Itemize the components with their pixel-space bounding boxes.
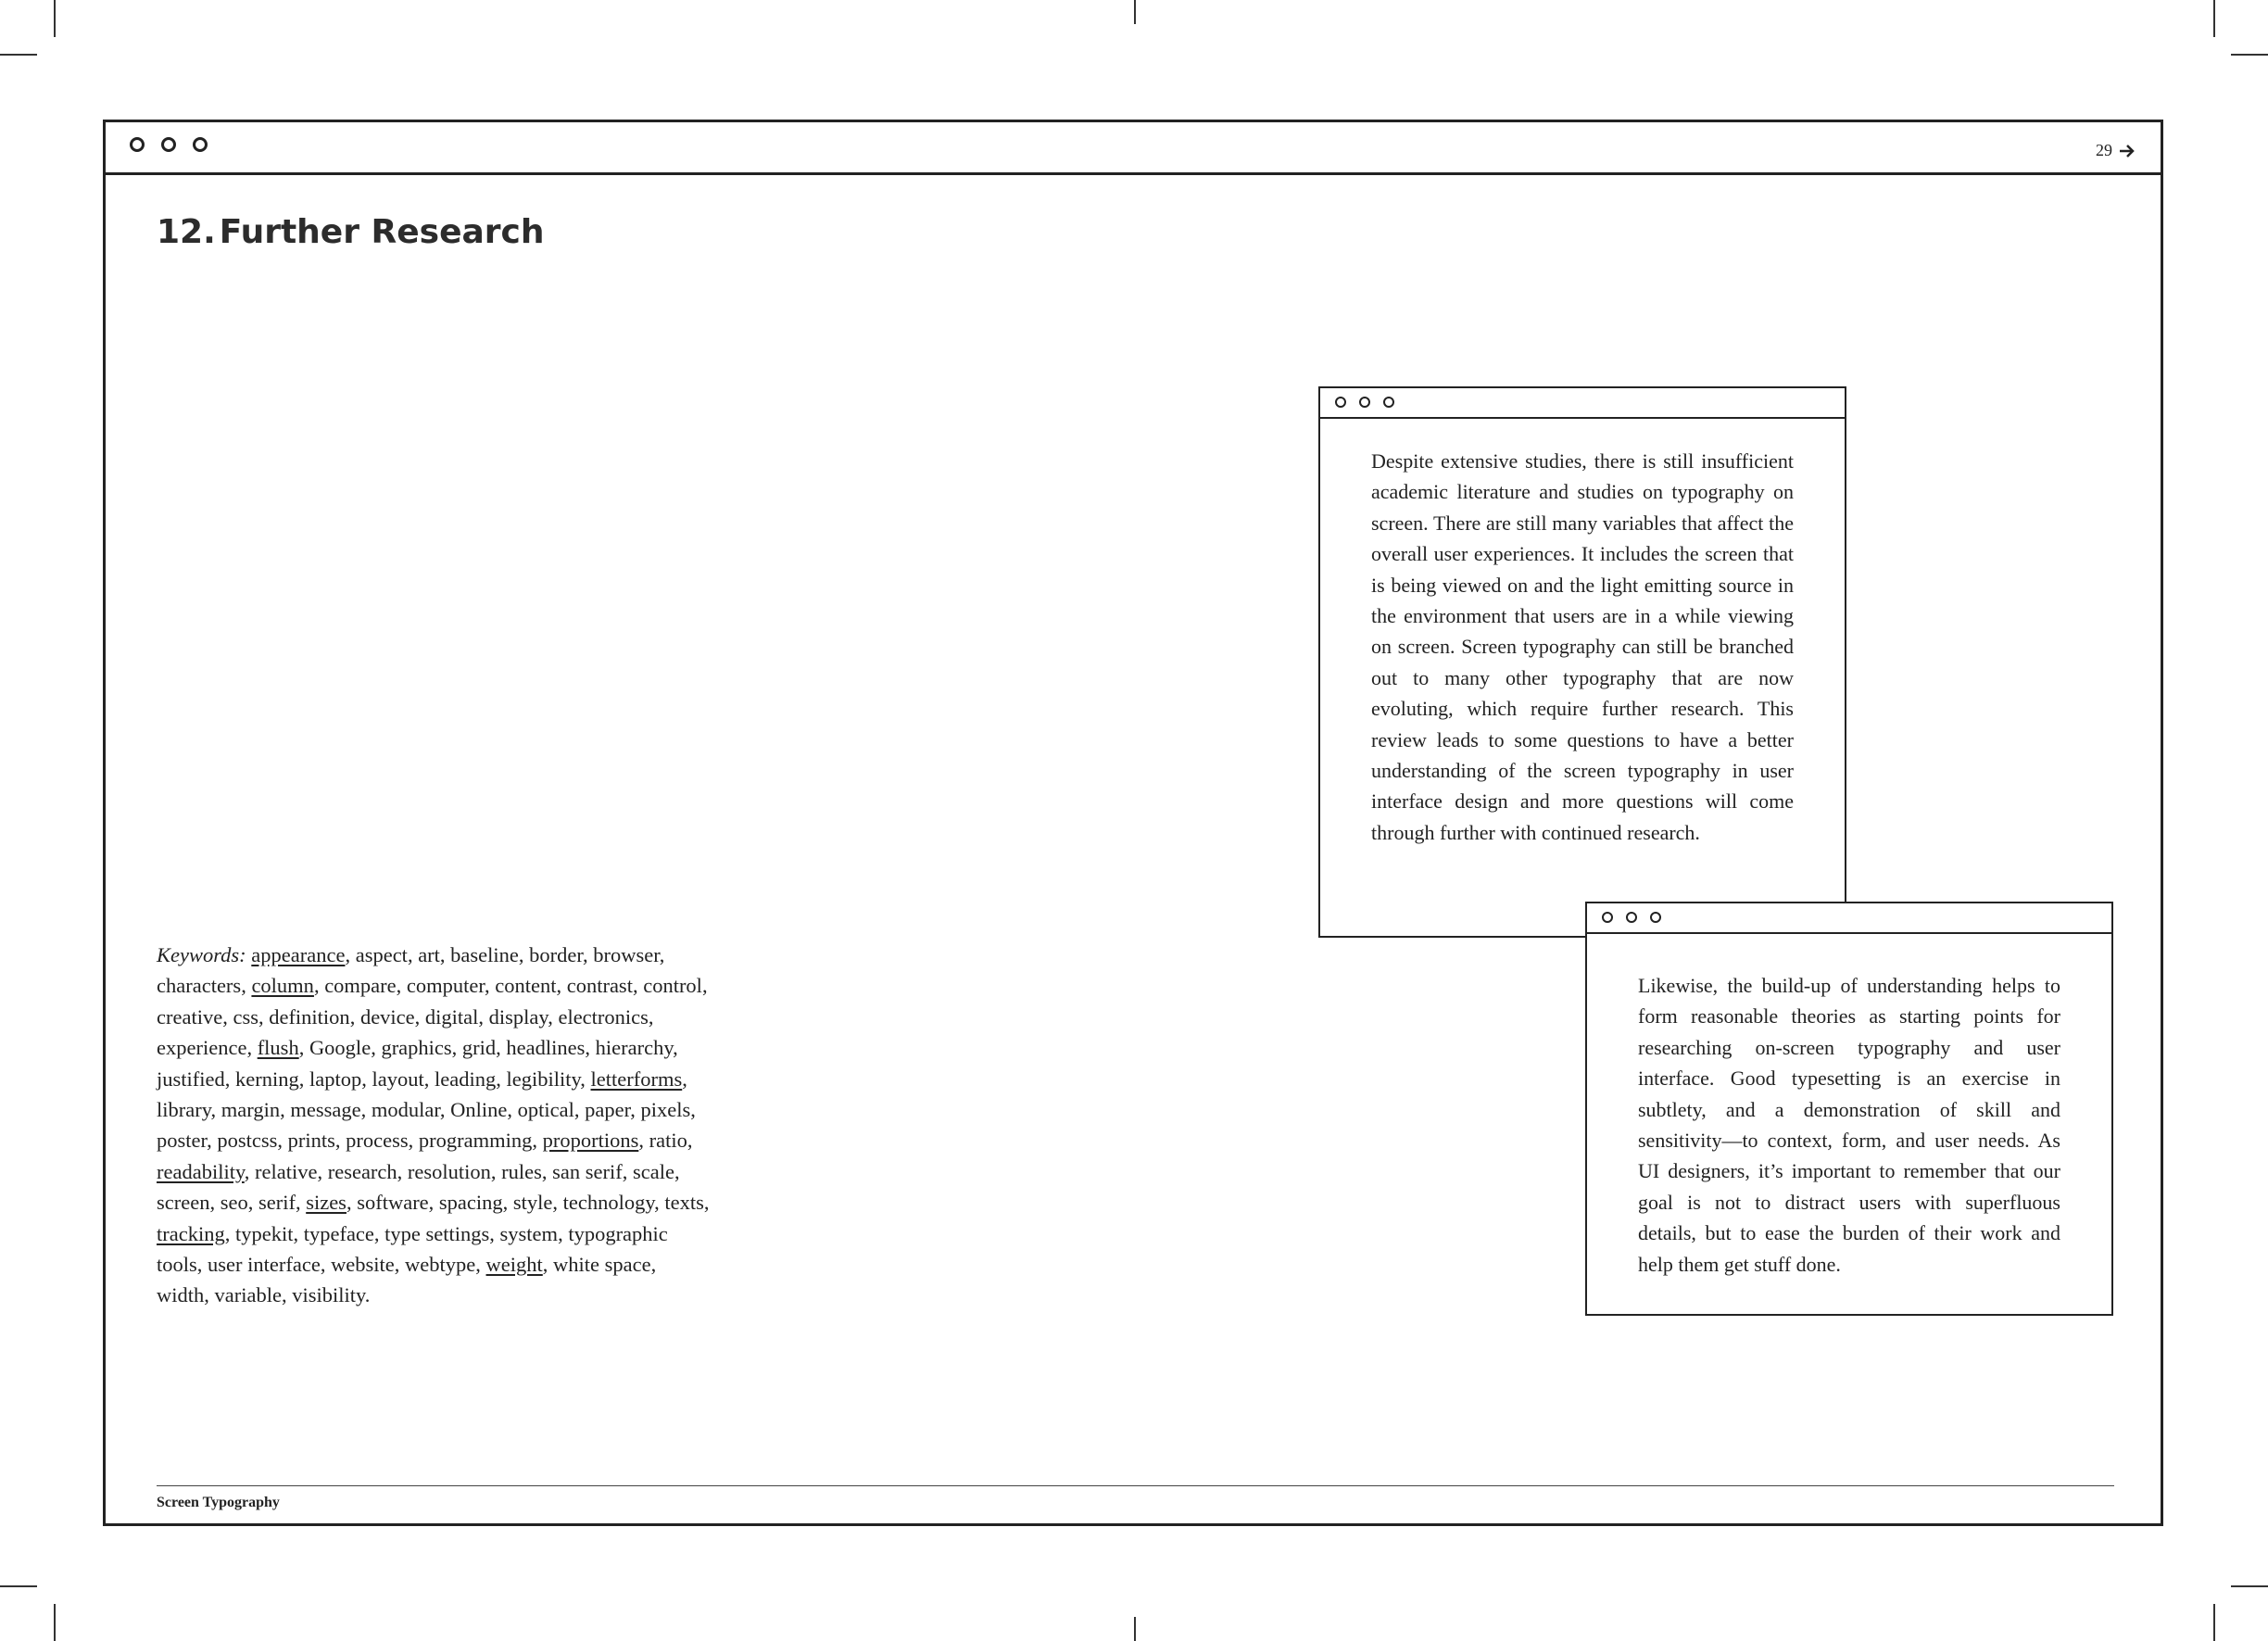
keyword: art [418,943,440,966]
keyword: experience [157,1036,247,1060]
keyword: style [512,1191,553,1215]
page-number [2096,141,2136,160]
window-dot-icon [1359,397,1370,408]
keyword: leading [434,1067,497,1091]
keywords-paragraph [157,940,712,1311]
window-controls [130,137,208,152]
crop-mark [0,54,37,56]
keyword: texts [664,1191,704,1215]
window-controls [1335,397,1394,408]
keyword: typographic tools [157,1221,668,1277]
keyword: library [157,1098,211,1122]
window-titlebar [106,122,2161,175]
keyword: sizes [306,1191,346,1215]
keyword: content [495,974,557,998]
keyword: scale [633,1159,674,1183]
crop-mark [54,1604,56,1641]
window-dot-icon [130,137,145,152]
crop-mark [1134,0,1136,24]
text-window-2 [1585,902,2113,1316]
crop-mark [2213,0,2215,37]
keyword: type settings [384,1221,490,1245]
keyword: digital [424,1004,479,1029]
keyword: definition [269,1004,350,1029]
keywords-list: appearance, aspect, art, baseline, border, browser, characters, column, compare, computer, content, contrast, control, creative, css, definition, device, digital, display, electronics, experience, flush, Google, graphics, grid, headlines, hierarchy, justified, kerning, laptop, layout, leading, legibility, letterforms, library, margin, message, modular, Online, optical, paper, pixels, poster, postcss, prints, process, programming, proportions, ratio, readability, relative, research, resolution, rules, san serif, scale, screen, seo, serif, sizes, software, spacing, style, technology, texts, tracking, typekit, typeface, type settings, system, typographic tools, user interface, website, webtype, weight, white space, width, variable, visibility. [157,943,710,1307]
keyword: pixels [640,1098,691,1122]
keyword: display [488,1004,548,1029]
window-dot-icon [1650,912,1661,923]
keyword: typekit [234,1221,294,1245]
keyword: Online [450,1098,508,1122]
section-number: 12. [157,213,216,251]
window-dot-icon [1626,912,1637,923]
keyword: appearance [251,943,346,966]
window-dot-icon [161,137,176,152]
keyword: flush [257,1036,299,1060]
keyword: prints [287,1129,335,1153]
window-dot-icon [1335,397,1346,408]
keyword: poster [157,1129,208,1153]
crop-mark [0,1585,37,1587]
keyword: paper [585,1098,631,1122]
window-titlebar [1320,388,1845,419]
keyword: visibility [292,1283,365,1307]
arrow-right-icon [2118,142,2136,160]
keyword: baseline [450,943,519,966]
keyword: electronics [558,1004,649,1029]
research-paragraph: Despite extensive studies, there is still insufficient academic literature and studies on typography on screen. There are still many variables that affect the overall user experiences. It includes the screen that is being viewed on and the light emitting source in the environment that users are in a while viewing on screen. Screen typography can still be branched out to many other typography that are now evoluting, which require further research. This review leads to some questions to have a better understanding of the screen typography in user interface design and more questions will come through further with continued research. [1371,449,1794,844]
keyword: tracking [157,1221,225,1245]
keyword: typeface [303,1221,374,1245]
window-dot-icon [1602,912,1613,923]
keyword: device [359,1004,415,1029]
keyword: legibility [506,1067,581,1091]
keyword: grid [461,1036,497,1060]
keyword: kerning [235,1067,299,1091]
keyword: column [251,974,314,998]
keyword: programming [418,1129,533,1153]
keyword: control [643,974,702,998]
keyword: contrast [566,974,633,998]
keyword: readability [157,1159,245,1183]
keyword: headlines [506,1036,586,1060]
keyword: website [331,1253,395,1277]
footer-title: Screen Typography [157,1495,280,1510]
keyword: characters [157,974,242,998]
keyword: layout [372,1067,424,1091]
keyword: proportions [542,1129,639,1153]
crop-mark [2231,1585,2268,1587]
keyword: user interface [208,1253,321,1277]
keyword: software [357,1191,429,1215]
keyword: margin [220,1098,281,1122]
keyword: laptop [309,1067,362,1091]
text-window-1 [1318,386,1846,938]
keyword: Google [309,1036,372,1060]
keyword: width [157,1283,205,1307]
keyword: serif [258,1191,296,1215]
footer-divider [157,1485,2114,1486]
crop-mark [2231,54,2268,56]
keyword: css [233,1004,258,1029]
keyword: variable [214,1283,282,1307]
keyword: modular [371,1098,440,1122]
keyword: white space [553,1253,651,1277]
keyword: relative [255,1159,318,1183]
keyword: weight [485,1253,543,1277]
keyword: compare [324,974,397,998]
keyword: postcss [217,1129,278,1153]
keyword: border [529,943,583,966]
window-titlebar [1587,903,2111,934]
page-title [157,213,545,251]
keyword: san serif [552,1159,623,1183]
keyword: process [346,1129,409,1153]
keyword: technology [562,1191,655,1215]
keyword: creative [157,1004,223,1029]
page-number-text: 29 [2096,141,2112,159]
understanding-paragraph: Likewise, the build-up of understanding helps to form reasonable theories as starting points for researching on-screen typography and user interface. Good typesetting is an exercise in subtlety, and a demonstration of skill and sensitivity—to context, form, and user needs. As UI designers, it’s important to remember that our goal is not to distract users with superfluous details, but to ease the burden of their work and help them get stuff done. [1638,974,2060,1276]
window-dot-icon [193,137,208,152]
window-controls [1602,912,1661,923]
keyword: hierarchy [595,1036,674,1060]
keyword: optical [517,1098,574,1122]
keyword: resolution [407,1159,491,1183]
keyword: browser [593,943,660,966]
keyword: screen [157,1191,210,1215]
keyword: graphics [381,1036,452,1060]
keyword: message [290,1098,361,1122]
keyword: spacing [438,1191,503,1215]
keyword: justified [157,1067,225,1091]
keyword: seo [220,1191,248,1215]
section-title: Further Research [219,213,545,251]
keyword: ratio [649,1129,687,1153]
keyword: research [327,1159,397,1183]
crop-mark [54,0,56,37]
keyword: aspect [355,943,408,966]
keywords-label: Keywords: [157,943,246,966]
window-dot-icon [1383,397,1394,408]
keyword: computer [406,974,485,998]
keyword: system [499,1221,559,1245]
keyword: letterforms [590,1067,683,1091]
crop-mark [2213,1604,2215,1641]
keyword: rules [501,1159,542,1183]
crop-mark [1134,1617,1136,1641]
keyword: webtype [405,1253,476,1277]
